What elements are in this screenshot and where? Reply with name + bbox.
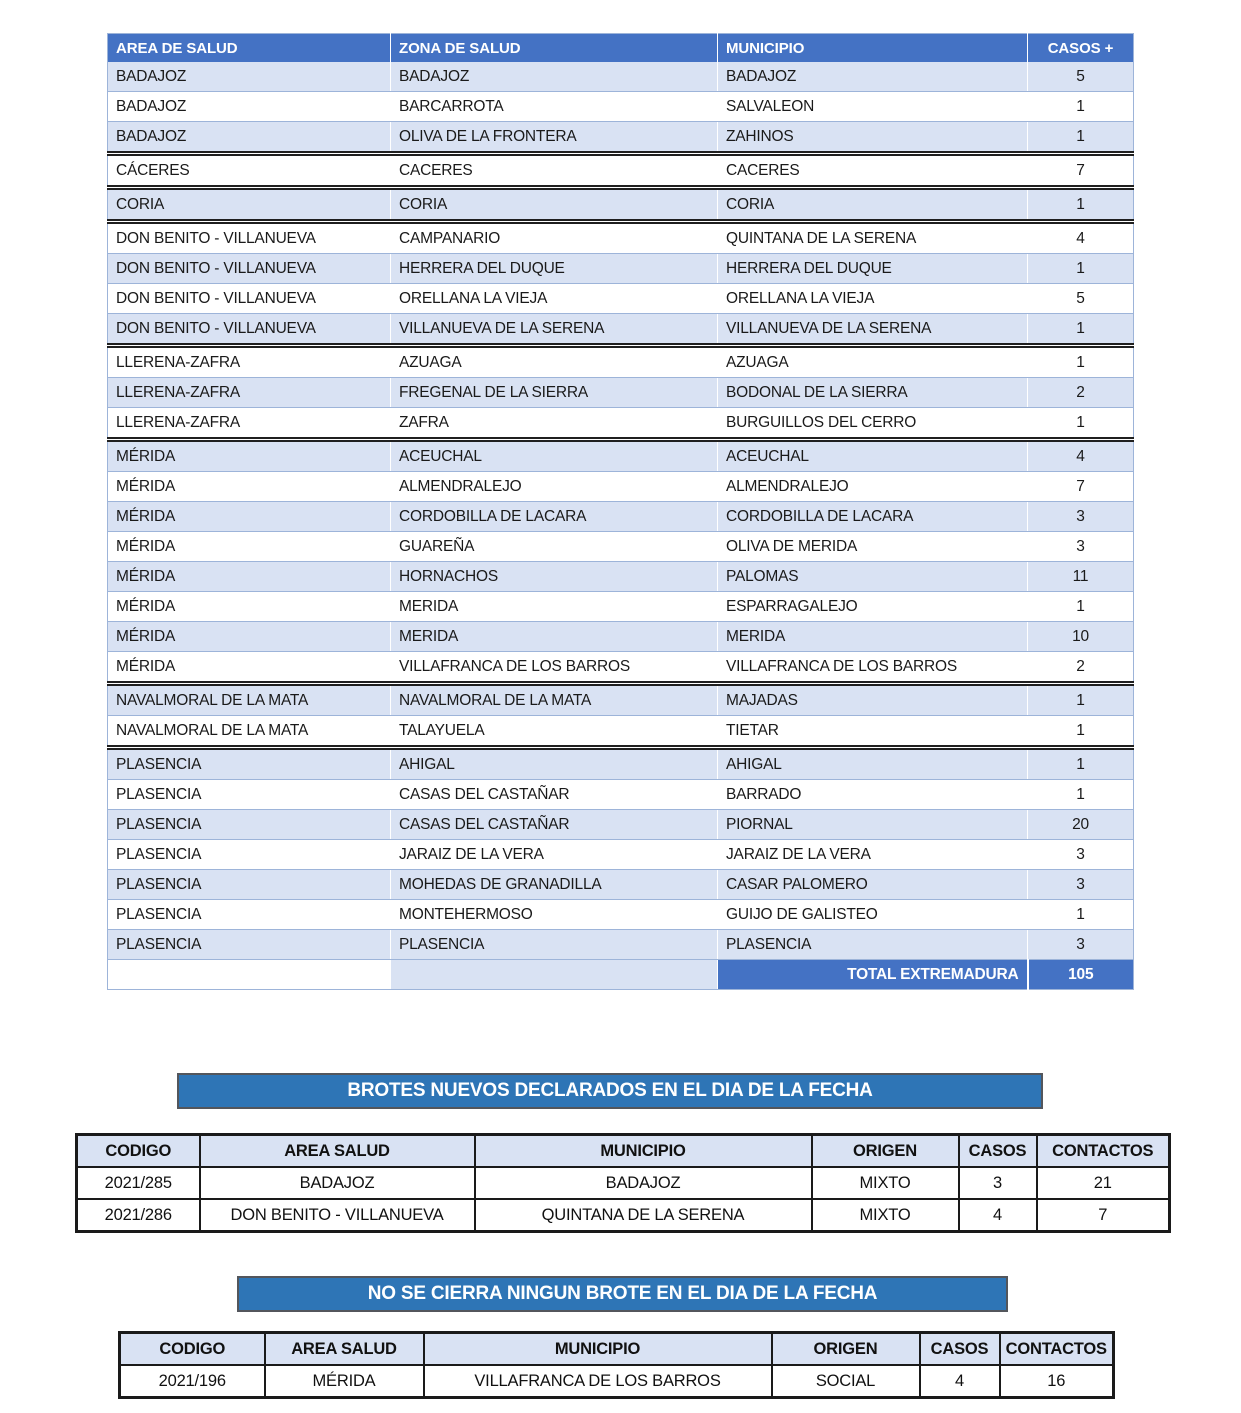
cell-casos: 1 <box>1028 900 1134 930</box>
cell-municipio: BODONAL DE LA SIERRA <box>718 378 1028 408</box>
cell-zona: VILLAFRANCA DE LOS BARROS <box>391 652 718 684</box>
new-outbreaks-banner-text: BROTES NUEVOS DECLARADOS EN EL DIA DE LA FECHA <box>347 1080 873 1101</box>
cell-area: DON BENITO - VILLANUEVA <box>108 314 391 346</box>
cell-casos: 1 <box>1028 684 1134 716</box>
cell-municipio: CACERES <box>718 154 1028 188</box>
cell-casos: 5 <box>1028 284 1134 314</box>
cell-area: BADAJOZ <box>108 122 391 154</box>
cell-zona: MERIDA <box>391 622 718 652</box>
cell-casos: 2 <box>1028 652 1134 684</box>
cell-codigo: 2021/196 <box>120 1365 265 1398</box>
cell-municipio: BURGUILLOS DEL CERRO <box>718 408 1028 440</box>
cell-municipio: ZAHINOS <box>718 122 1028 154</box>
cell-casos: 1 <box>1028 92 1134 122</box>
cases-by-municipality-table <box>107 33 1134 990</box>
main-column-header: MUNICIPIO <box>718 34 1028 63</box>
cell-casos: 4 <box>1028 440 1134 472</box>
outbreak-column-header: CODIGO <box>120 1333 265 1366</box>
cell-zona: HERRERA DEL DUQUE <box>391 254 718 284</box>
cell-origen: SOCIAL <box>772 1365 920 1398</box>
case-row <box>108 62 1134 92</box>
cell-municipio: HERRERA DEL DUQUE <box>718 254 1028 284</box>
cell-casos: 3 <box>1028 502 1134 532</box>
cell-codigo: 2021/286 <box>77 1199 200 1232</box>
closed-outbreaks-table <box>118 1331 1115 1399</box>
cell-municipio: ACEUCHAL <box>718 440 1028 472</box>
cell-zona: CORDOBILLA DE LACARA <box>391 502 718 532</box>
main-column-header: AREA DE SALUD <box>108 34 391 63</box>
outbreak-column-header: CASOS <box>920 1333 1000 1366</box>
total-label: TOTAL EXTREMADURA <box>718 960 1028 990</box>
cell-zona: AHIGAL <box>391 748 718 780</box>
case-row <box>108 222 1134 254</box>
cell-area: PLASENCIA <box>108 930 391 960</box>
cell-casos: 1 <box>1028 188 1134 222</box>
case-row <box>108 592 1134 622</box>
cell-casos: 1 <box>1028 408 1134 440</box>
cell-municipio: AHIGAL <box>718 748 1028 780</box>
cell-area: MÉRIDA <box>108 622 391 652</box>
cell-zona: MOHEDAS DE GRANADILLA <box>391 870 718 900</box>
cell-area: MÉRIDA <box>108 592 391 622</box>
cell-zona: NAVALMORAL DE LA MATA <box>391 684 718 716</box>
cell-area: DON BENITO - VILLANUEVA <box>108 222 391 254</box>
cell-municipio: BARRADO <box>718 780 1028 810</box>
cell-zona: AZUAGA <box>391 346 718 378</box>
cell-municipio: TIETAR <box>718 716 1028 748</box>
cell-area: DON BENITO - VILLANUEVA <box>108 284 391 314</box>
cell-area: BADAJOZ <box>108 92 391 122</box>
cell-zona: MONTEHERMOSO <box>391 900 718 930</box>
cell-municipio: PLASENCIA <box>718 930 1028 960</box>
cell-origen: MIXTO <box>812 1167 959 1199</box>
outbreak-column-header: CONTACTOS <box>1000 1333 1114 1366</box>
case-row <box>108 562 1134 592</box>
cell-municipio: QUINTANA DE LA SERENA <box>475 1199 812 1232</box>
case-row <box>108 870 1134 900</box>
outbreak-column-header: MUNICIPIO <box>475 1135 812 1168</box>
outbreak-column-header: CODIGO <box>77 1135 200 1168</box>
cell-casos: 1 <box>1028 122 1134 154</box>
cell-zona: HORNACHOS <box>391 562 718 592</box>
outbreak-column-header: MUNICIPIO <box>424 1333 772 1366</box>
cell-casos: 4 <box>959 1199 1037 1232</box>
case-row <box>108 716 1134 748</box>
new-outbreaks-header-row <box>77 1135 1170 1168</box>
cell-contactos: 7 <box>1037 1199 1170 1232</box>
outbreak-column-header: AREA SALUD <box>200 1135 475 1168</box>
cell-zona: CASAS DEL CASTAÑAR <box>391 780 718 810</box>
cell-municipio: ESPARRAGALEJO <box>718 592 1028 622</box>
cell-casos: 1 <box>1028 314 1134 346</box>
case-row <box>108 810 1134 840</box>
cell-area: BADAJOZ <box>108 62 391 92</box>
cell-casos: 1 <box>1028 780 1134 810</box>
total-row <box>108 960 1134 990</box>
cell-area: PLASENCIA <box>108 840 391 870</box>
cell-municipio: MAJADAS <box>718 684 1028 716</box>
cell-municipio: ALMENDRALEJO <box>718 472 1028 502</box>
outbreak-column-header: ORIGEN <box>812 1135 959 1168</box>
cell-municipio: QUINTANA DE LA SERENA <box>718 222 1028 254</box>
total-value: 105 <box>1028 960 1134 990</box>
cell-zona: JARAIZ DE LA VERA <box>391 840 718 870</box>
cell-municipio: VILLANUEVA DE LA SERENA <box>718 314 1028 346</box>
cell-area: CÁCERES <box>108 154 391 188</box>
cell-municipio: AZUAGA <box>718 346 1028 378</box>
cell-area: PLASENCIA <box>108 780 391 810</box>
cell-zona: GUAREÑA <box>391 532 718 562</box>
cell-zona: ZAFRA <box>391 408 718 440</box>
cell-casos: 3 <box>1028 840 1134 870</box>
case-row <box>108 408 1134 440</box>
case-row <box>108 748 1134 780</box>
cell-casos: 4 <box>1028 222 1134 254</box>
outbreak-column-header: AREA SALUD <box>265 1333 424 1366</box>
outbreak-row <box>120 1365 1114 1398</box>
cases-table-header-row <box>108 34 1134 63</box>
cell-municipio: SALVALEON <box>718 92 1028 122</box>
outbreak-column-header: CONTACTOS <box>1037 1135 1170 1168</box>
total-blank-area <box>108 960 391 990</box>
cell-casos: 1 <box>1028 748 1134 780</box>
cell-zona: FREGENAL DE LA SIERRA <box>391 378 718 408</box>
cell-municipio: CORIA <box>718 188 1028 222</box>
case-row <box>108 122 1134 154</box>
main-column-header: CASOS + <box>1028 34 1134 63</box>
cell-area: PLASENCIA <box>108 870 391 900</box>
cell-zona: VILLANUEVA DE LA SERENA <box>391 314 718 346</box>
cell-area: MÉRIDA <box>108 532 391 562</box>
cell-codigo: 2021/285 <box>77 1167 200 1199</box>
cell-zona: BARCARROTA <box>391 92 718 122</box>
cell-casos: 1 <box>1028 716 1134 748</box>
cell-municipio: CORDOBILLA DE LACARA <box>718 502 1028 532</box>
cell-casos: 3 <box>1028 930 1134 960</box>
cell-municipio: JARAIZ DE LA VERA <box>718 840 1028 870</box>
cell-municipio: GUIJO DE GALISTEO <box>718 900 1028 930</box>
cell-area: MÉRIDA <box>108 440 391 472</box>
cell-municipio: ORELLANA LA VIEJA <box>718 284 1028 314</box>
new-outbreaks-table <box>75 1133 1171 1233</box>
main-column-header: ZONA DE SALUD <box>391 34 718 63</box>
cell-municipio: MERIDA <box>718 622 1028 652</box>
cell-area: PLASENCIA <box>108 810 391 840</box>
cell-area-salud: MÉRIDA <box>265 1365 424 1398</box>
cell-municipio: CASAR PALOMERO <box>718 870 1028 900</box>
cell-area: LLERENA-ZAFRA <box>108 378 391 408</box>
outbreak-row <box>77 1199 1170 1232</box>
cell-casos: 20 <box>1028 810 1134 840</box>
cell-area: PLASENCIA <box>108 748 391 780</box>
cell-area: LLERENA-ZAFRA <box>108 346 391 378</box>
cell-casos: 5 <box>1028 62 1134 92</box>
cell-origen: MIXTO <box>812 1199 959 1232</box>
cell-casos: 10 <box>1028 622 1134 652</box>
outbreak-row <box>77 1167 1170 1199</box>
case-row <box>108 840 1134 870</box>
case-row <box>108 188 1134 222</box>
case-row <box>108 254 1134 284</box>
cell-area: MÉRIDA <box>108 502 391 532</box>
outbreak-column-header: ORIGEN <box>772 1333 920 1366</box>
cell-zona: ORELLANA LA VIEJA <box>391 284 718 314</box>
case-row <box>108 502 1134 532</box>
case-row <box>108 154 1134 188</box>
cell-contactos: 16 <box>1000 1365 1114 1398</box>
cell-casos: 3 <box>959 1167 1037 1199</box>
cell-area: MÉRIDA <box>108 652 391 684</box>
case-row <box>108 930 1134 960</box>
cell-zona: CASAS DEL CASTAÑAR <box>391 810 718 840</box>
case-row <box>108 780 1134 810</box>
cell-area: MÉRIDA <box>108 472 391 502</box>
cell-casos: 1 <box>1028 254 1134 284</box>
cell-municipio: PALOMAS <box>718 562 1028 592</box>
cell-casos: 2 <box>1028 378 1134 408</box>
cell-casos: 1 <box>1028 346 1134 378</box>
cell-zona: CAMPANARIO <box>391 222 718 254</box>
new-outbreaks-banner <box>177 1073 1043 1109</box>
case-row <box>108 284 1134 314</box>
outbreak-column-header: CASOS <box>959 1135 1037 1168</box>
case-row <box>108 684 1134 716</box>
cell-area: LLERENA-ZAFRA <box>108 408 391 440</box>
no-closed-outbreaks-banner <box>237 1276 1008 1312</box>
cell-casos: 7 <box>1028 154 1134 188</box>
cell-municipio: OLIVA DE MERIDA <box>718 532 1028 562</box>
cell-zona: CACERES <box>391 154 718 188</box>
cell-casos: 7 <box>1028 472 1134 502</box>
cell-casos: 1 <box>1028 592 1134 622</box>
case-row <box>108 346 1134 378</box>
cell-municipio: VILLAFRANCA DE LOS BARROS <box>424 1365 772 1398</box>
cell-area: MÉRIDA <box>108 562 391 592</box>
case-row <box>108 92 1134 122</box>
cell-casos: 3 <box>1028 870 1134 900</box>
case-row <box>108 900 1134 930</box>
cell-area: NAVALMORAL DE LA MATA <box>108 684 391 716</box>
cell-area-salud: BADAJOZ <box>200 1167 475 1199</box>
cell-area-salud: DON BENITO - VILLANUEVA <box>200 1199 475 1232</box>
cell-area: PLASENCIA <box>108 900 391 930</box>
case-row <box>108 440 1134 472</box>
cell-municipio: PIORNAL <box>718 810 1028 840</box>
cell-zona: CORIA <box>391 188 718 222</box>
cell-area: NAVALMORAL DE LA MATA <box>108 716 391 748</box>
cell-zona: ACEUCHAL <box>391 440 718 472</box>
cell-zona: MERIDA <box>391 592 718 622</box>
cell-zona: ALMENDRALEJO <box>391 472 718 502</box>
cell-contactos: 21 <box>1037 1167 1170 1199</box>
cell-area: CORIA <box>108 188 391 222</box>
case-row <box>108 472 1134 502</box>
cell-zona: BADAJOZ <box>391 62 718 92</box>
case-row <box>108 314 1134 346</box>
case-row <box>108 622 1134 652</box>
case-row <box>108 652 1134 684</box>
cell-zona: PLASENCIA <box>391 930 718 960</box>
cell-zona: TALAYUELA <box>391 716 718 748</box>
cell-zona: OLIVA DE LA FRONTERA <box>391 122 718 154</box>
total-blank-zona <box>391 960 718 990</box>
no-closed-outbreaks-banner-text: NO SE CIERRA NINGUN BROTE EN EL DIA DE LA FECHA <box>367 1283 878 1304</box>
cell-casos: 3 <box>1028 532 1134 562</box>
closed-outbreaks-header-row <box>120 1333 1114 1366</box>
cell-municipio: BADAJOZ <box>475 1167 812 1199</box>
cell-municipio: BADAJOZ <box>718 62 1028 92</box>
cell-casos: 11 <box>1028 562 1134 592</box>
cell-casos: 4 <box>920 1365 1000 1398</box>
cell-area: DON BENITO - VILLANUEVA <box>108 254 391 284</box>
cell-municipio: VILLAFRANCA DE LOS BARROS <box>718 652 1028 684</box>
case-row <box>108 378 1134 408</box>
case-row <box>108 532 1134 562</box>
